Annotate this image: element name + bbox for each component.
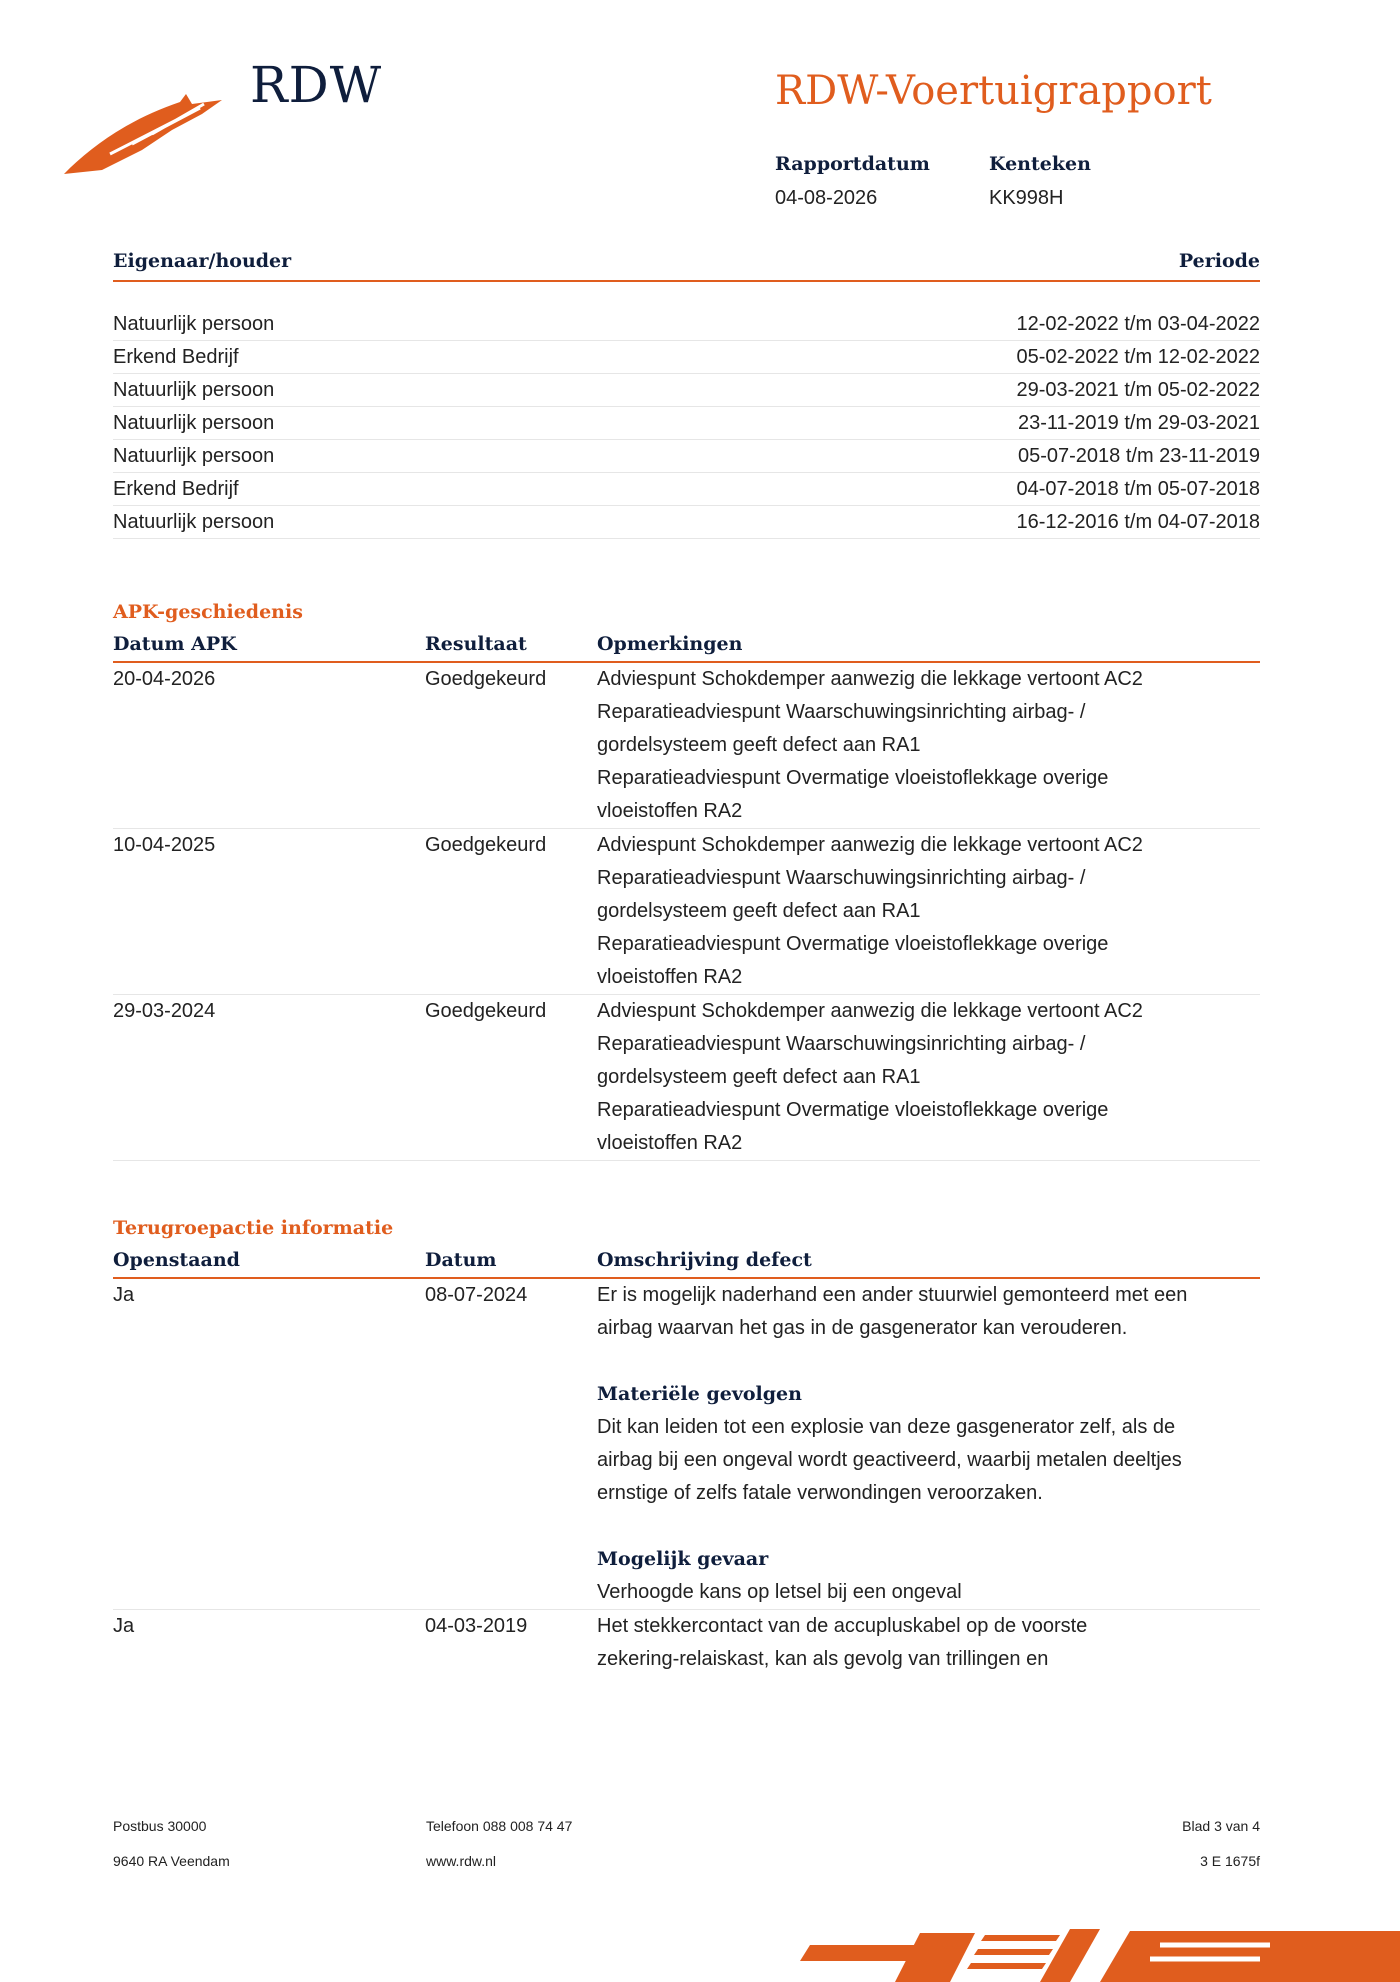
spacer — [597, 1510, 1260, 1543]
owner-period: 29-03-2021 t/m 05-02-2022 — [1016, 379, 1260, 401]
owner-type: Erkend Bedrijf — [113, 478, 239, 500]
apk-remark-line: gordelsysteem geeft defect aan RA1 — [597, 734, 921, 756]
owner-row — [113, 440, 1260, 473]
owner-type: Erkend Bedrijf — [113, 346, 239, 368]
apk-remark-line: Reparatieadviespunt Waarschuwingsinrichting airbag- / — [597, 701, 1086, 723]
recall-description — [597, 1610, 1260, 1676]
owner-type: Natuurlijk persoon — [113, 379, 275, 401]
apk-remarks — [597, 995, 1143, 1160]
recall-date: 04-03-2019 — [425, 1615, 528, 1637]
recall-date-header: Datum — [425, 1249, 497, 1271]
apk-remark-line: gordelsysteem geeft defect aan RA1 — [597, 1066, 921, 1088]
report-date-value: 04-08-2026 — [775, 187, 878, 209]
report-title: RDW-Voertuigrapport — [775, 68, 1212, 114]
apk-row — [113, 995, 1260, 1161]
recall-title: Terugroepactie informatie — [113, 1217, 394, 1239]
apk-result: Goedgekeurd — [425, 1000, 547, 1022]
recall-desc-line: zekering-relaiskast, kan als gevolg van trillingen en — [597, 1648, 1049, 1670]
apk-remarks-header: Opmerkingen — [597, 633, 743, 655]
apk-title: APK-geschiedenis — [113, 601, 303, 623]
footer-website[interactable]: www.rdw.nl — [426, 1853, 497, 1869]
report-date-label: Rapportdatum — [775, 153, 930, 175]
owner-row — [113, 374, 1260, 407]
owner-row — [113, 407, 1260, 440]
logo-text: RDW — [250, 56, 383, 114]
owner-period: 04-07-2018 t/m 05-07-2018 — [1016, 478, 1260, 500]
owner-row — [113, 308, 1260, 341]
consequences-line: airbag bij een ongeval wordt geactiveerd, waarbij metalen deeltjes — [597, 1449, 1182, 1471]
owners-section — [113, 248, 1260, 539]
recall-description — [597, 1279, 1260, 1609]
owner-row — [113, 506, 1260, 539]
report-date-block — [775, 153, 930, 210]
owner-column-header: Eigenaar/houder — [113, 250, 292, 272]
apk-remark-line: vloeistoffen RA2 — [597, 800, 743, 822]
apk-remark-line: Adviespunt Schokdemper aanwezig die lekkage vertoont AC2 — [597, 668, 1143, 690]
owner-type: Natuurlijk persoon — [113, 313, 275, 335]
apk-remark-line: Reparatieadviespunt Overmatige vloeistoflekkage overige — [597, 1099, 1109, 1121]
owner-row — [113, 341, 1260, 374]
recall-open-header: Openstaand — [113, 1249, 240, 1271]
recall-desc-header: Omschrijving defect — [597, 1249, 812, 1271]
owner-period: 12-02-2022 t/m 03-04-2022 — [1016, 313, 1260, 335]
plate-label: Kenteken — [989, 153, 1091, 175]
apk-date: 20-04-2026 — [113, 668, 216, 690]
owner-period: 05-07-2018 t/m 23-11-2019 — [1017, 445, 1260, 467]
recall-row — [113, 1610, 1260, 1676]
plate-block — [989, 153, 1091, 210]
owners-header — [113, 248, 1260, 282]
recall-row — [113, 1279, 1260, 1610]
recall-header — [113, 1247, 1260, 1279]
rdw-leaf-logo-icon — [62, 90, 232, 180]
apk-remark-line: Reparatieadviespunt Waarschuwingsinrichting airbag- / — [597, 1033, 1086, 1055]
apk-remark-line: Adviespunt Schokdemper aanwezig die lekkage vertoont AC2 — [597, 834, 1143, 856]
apk-row — [113, 829, 1260, 995]
footer-address-2: 9640 RA Veendam — [113, 1853, 230, 1869]
apk-result: Goedgekeurd — [425, 668, 547, 690]
apk-remark-line: vloeistoffen RA2 — [597, 966, 743, 988]
owner-type: Natuurlijk persoon — [113, 445, 275, 467]
apk-remark-line: Reparatieadviespunt Overmatige vloeistoflekkage overige — [597, 767, 1109, 789]
consequences-heading: Materiële gevolgen — [597, 1383, 802, 1405]
owner-period: 05-02-2022 t/m 12-02-2022 — [1016, 346, 1260, 368]
consequences-line: ernstige of zelfs fatale verwondingen veroorzaken. — [597, 1482, 1043, 1504]
consequences-line: Dit kan leiden tot een explosie van deze gasgenerator zelf, als de — [597, 1416, 1176, 1438]
apk-remarks — [597, 829, 1143, 994]
recall-section — [113, 1217, 1260, 1676]
spacer — [597, 1345, 1260, 1378]
period-column-header: Periode — [1178, 250, 1260, 272]
danger-line: Verhoogde kans op letsel bij een ongeval — [597, 1581, 962, 1603]
apk-row — [113, 663, 1260, 829]
apk-remark-line: gordelsysteem geeft defect aan RA1 — [597, 900, 921, 922]
recall-desc-line: Er is mogelijk naderhand een ander stuurwiel gemonteerd met een — [597, 1284, 1188, 1306]
recall-open: Ja — [113, 1284, 135, 1306]
apk-result: Goedgekeurd — [425, 834, 547, 856]
apk-remark-line: Reparatieadviespunt Waarschuwingsinrichting airbag- / — [597, 867, 1086, 889]
apk-header — [113, 631, 1260, 663]
footer-address-1: Postbus 30000 — [113, 1818, 207, 1834]
apk-result-header: Resultaat — [425, 633, 527, 655]
recall-open: Ja — [113, 1615, 135, 1637]
footer-phone: Telefoon 088 008 74 47 — [426, 1818, 573, 1834]
danger-heading: Mogelijk gevaar — [597, 1548, 769, 1570]
apk-section — [113, 601, 1260, 1161]
owner-row — [113, 473, 1260, 506]
apk-date-header: Datum APK — [113, 633, 237, 655]
apk-remark-line: vloeistoffen RA2 — [597, 1132, 743, 1154]
recall-date: 08-07-2024 — [425, 1284, 528, 1306]
apk-date: 29-03-2024 — [113, 1000, 216, 1022]
recall-desc-line: Het stekkercontact van de accupluskabel op de voorste — [597, 1615, 1088, 1637]
rdw-stripes-mark-icon — [800, 1925, 1400, 1982]
apk-date: 10-04-2025 — [113, 834, 216, 856]
owner-type: Natuurlijk persoon — [113, 412, 275, 434]
owner-type: Natuurlijk persoon — [113, 511, 275, 533]
recall-desc-line: airbag waarvan het gas in de gasgenerator kan verouderen. — [597, 1317, 1128, 1339]
owner-period: 23-11-2019 t/m 29-03-2021 — [1017, 412, 1260, 434]
plate-value: KK998H — [989, 187, 1064, 209]
apk-remark-line: Adviespunt Schokdemper aanwezig die lekkage vertoont AC2 — [597, 1000, 1143, 1022]
footer-code: 3 E 1675f — [1200, 1853, 1260, 1869]
apk-remark-line: Reparatieadviespunt Overmatige vloeistoflekkage overige — [597, 933, 1109, 955]
apk-remarks — [597, 663, 1143, 828]
footer-page-number: Blad 3 van 4 — [1182, 1818, 1260, 1834]
owner-period: 16-12-2016 t/m 04-07-2018 — [1016, 511, 1260, 533]
